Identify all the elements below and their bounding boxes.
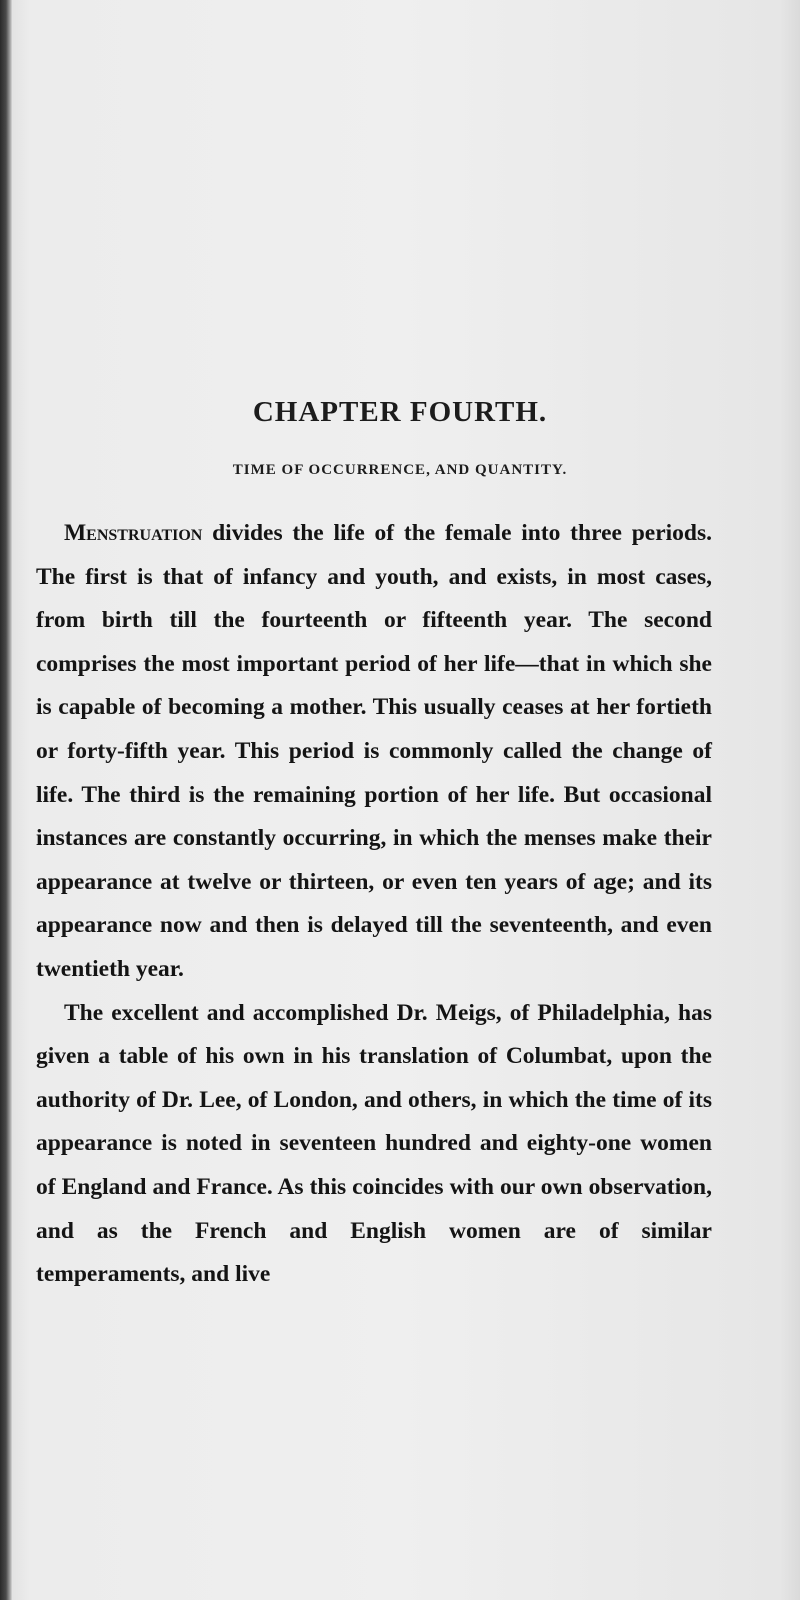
- chapter-subtitle: TIME OF OCCURRENCE, AND QUANTITY.: [232, 462, 568, 478]
- paragraph-1-text: divides the life of the female into three periods. The first is that of infancy and youth, and exists, in most cases, from birth till the fourteenth or fifteenth year. The second comprises the most important period of her life—that in which she is capable of becoming a mother. This usually ceases at her fortieth or forty-fifth year. This period is commonly called the change of life. The third is the remaining portion of her life. But occasional instances are constantly occurring, in which the menses make their appearance at twelve or thirteen, or even ten years of age; and its appearance now and then is delayed till the seventeenth, and even twentieth year.: [36, 520, 712, 982]
- book-spine-shadow: [0, 0, 12, 1600]
- paragraph-2-text: The excellent and accomplished Dr. Meigs, of Philadelphia, has given a table of his own in his translation of Columbat, upon the authority of Dr. Lee, of London, and others, in which the time of its appearance is noted in seventeen hundred and eighty-one women of England and France. As this coincides with our own observation, and as the French and English women are of similar temperaments, and live: [36, 999, 712, 1288]
- paragraph-lead-word: Menstruation: [64, 520, 203, 546]
- body-text: [36, 512, 712, 1297]
- chapter-title: CHAPTER FOURTH.: [252, 396, 548, 428]
- paragraph-2: [36, 992, 712, 1297]
- paragraph-1: [36, 512, 712, 992]
